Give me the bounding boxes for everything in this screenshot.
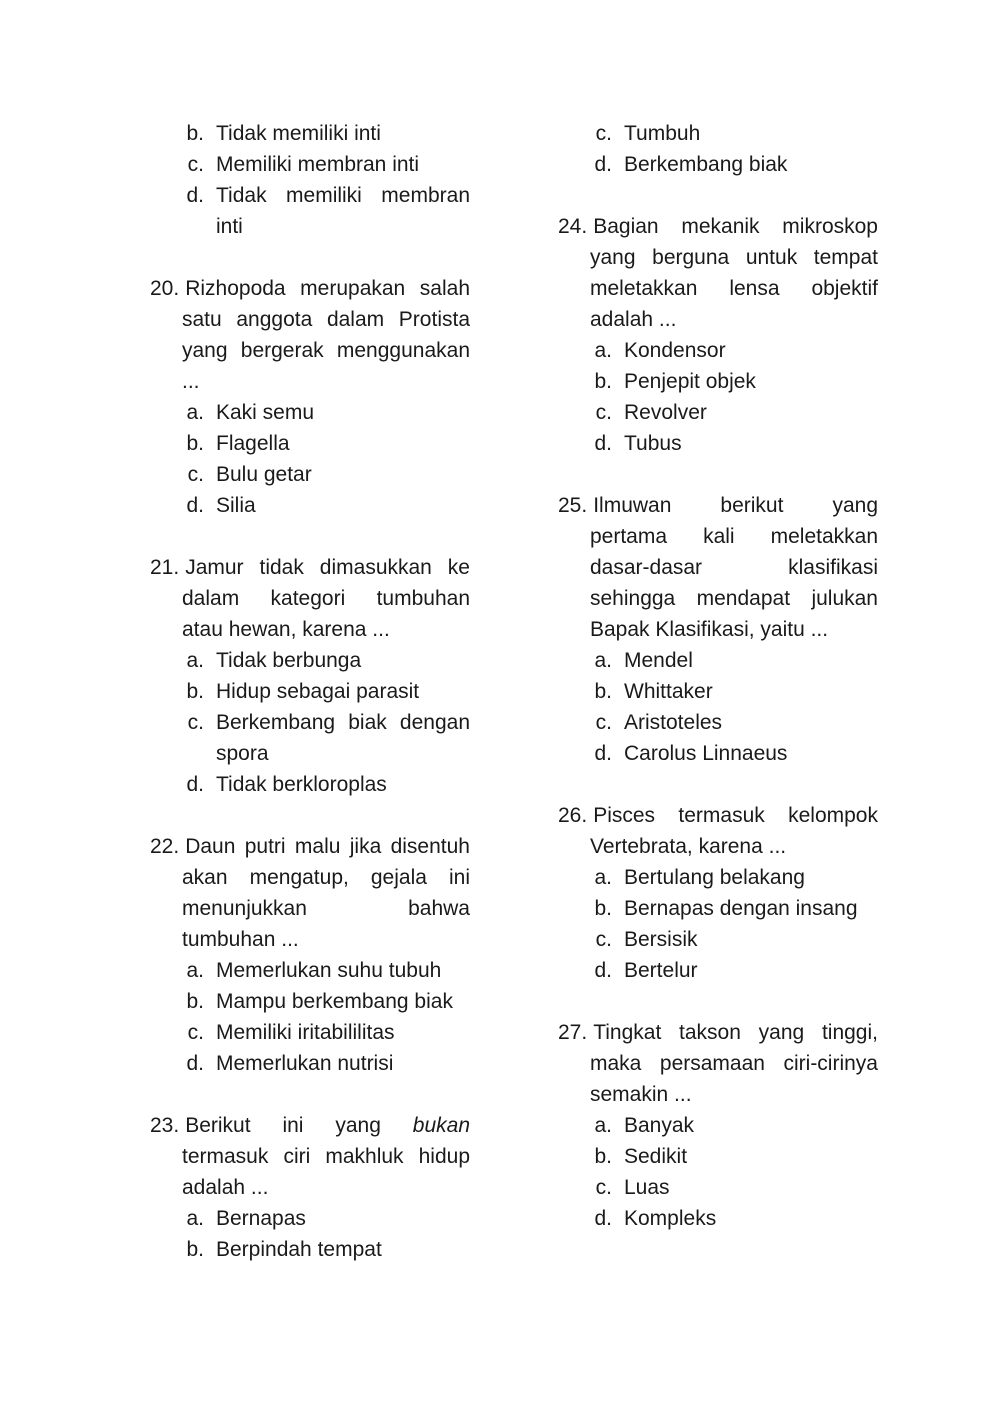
question-number: 22. — [150, 835, 180, 858]
question-22 — [150, 831, 470, 1079]
option-a[interactable]: a. Kaki semu — [186, 401, 315, 424]
option-d[interactable]: d. Memerlukan nutrisi — [186, 1052, 394, 1075]
option-d[interactable]: d. Berkembang biak — [594, 153, 788, 176]
option-c[interactable]: c. Tumbuh — [595, 122, 701, 145]
emphasis-text: bukan — [412, 1114, 470, 1137]
option-b[interactable]: b. Penjepit objek — [594, 370, 756, 393]
option-c[interactable]: c. Bersisik — [595, 928, 698, 951]
option-a[interactable]: a. Bertulang belakang — [594, 866, 805, 889]
option-c[interactable]: c. Memiliki membran inti — [187, 153, 420, 176]
question-line: ... — [182, 370, 200, 393]
option-d[interactable]: d. Kompleks — [594, 1207, 717, 1230]
question-22-stem: 22. Daun putri malu jika disentuh — [150, 831, 470, 862]
option-b[interactable]: b. Whittaker — [594, 680, 713, 703]
question-line: dasar-dasar klasifikasi — [590, 556, 878, 579]
option-a[interactable]: a. Tidak berbunga — [186, 649, 362, 672]
option-d[interactable]: d. Carolus Linnaeus — [594, 742, 788, 765]
option-d[interactable]: d. Silia — [186, 494, 256, 517]
question-24-stem: 24. Bagian mekanik mikroskop — [558, 211, 878, 242]
option-c[interactable]: c. Aristoteles — [595, 711, 723, 734]
question-number: 20. — [150, 277, 180, 300]
question-line: Vertebrata, karena ... — [590, 835, 787, 858]
question-line: menunjukkan bahwa — [182, 897, 470, 920]
option-c[interactable]: c. Memiliki iritabililitas — [187, 1021, 395, 1044]
option-d[interactable]: d. Bertelur — [594, 959, 698, 982]
question-number: 25. — [558, 494, 588, 517]
option-c[interactable]: c. Bulu getar — [187, 463, 312, 486]
question-line: sehingga mendapat julukan — [590, 587, 878, 610]
question-25 — [558, 490, 878, 769]
question-21-stem: 21. Jamur tidak dimasukkan ke — [150, 552, 470, 583]
option-a[interactable]: a. Kondensor — [594, 339, 726, 362]
option-b[interactable]: b. Flagella — [186, 432, 290, 455]
question-line: adalah ... — [590, 308, 677, 331]
option-a[interactable]: a. Memerlukan suhu tubuh — [186, 959, 442, 982]
question-line: satu anggota dalam Protista — [182, 308, 470, 331]
question-line: yang berguna untuk tempat — [590, 246, 878, 269]
question-number: 26. — [558, 804, 588, 827]
option-a[interactable]: a. Banyak — [594, 1114, 695, 1137]
option-c-continuation: spora — [216, 742, 269, 765]
question-line: Bapak Klasifikasi, yaitu ... — [590, 618, 829, 641]
question-24 — [558, 211, 878, 459]
question-26-stem: 26. Pisces termasuk kelompok — [558, 800, 878, 831]
option-b[interactable]: b. Hidup sebagai parasit — [186, 680, 420, 703]
option-b[interactable]: b. Tidak memiliki inti — [186, 122, 381, 145]
question-line: akan mengatup, gejala ini — [182, 866, 470, 889]
question-line: adalah ... — [182, 1176, 269, 1199]
question-line: termasuk ciri makhluk hidup — [182, 1145, 470, 1168]
question-27-stem: 27. Tingkat takson yang tinggi, — [558, 1017, 878, 1048]
option-c[interactable]: c. Luas — [595, 1176, 670, 1199]
option-b[interactable]: b. Berpindah tempat — [186, 1238, 382, 1261]
option-d[interactable]: d. Tidak berkloroplas — [186, 773, 387, 796]
right-column — [558, 118, 878, 1234]
question-20 — [150, 273, 470, 521]
question-number: 27. — [558, 1021, 588, 1044]
question-25-stem: 25. Ilmuwan berikut yang — [558, 490, 878, 521]
option-a[interactable]: a. Bernapas — [186, 1207, 306, 1230]
question-number: 23. — [150, 1114, 180, 1137]
question-line: meletakkan lensa objektif — [590, 277, 878, 300]
option-d[interactable]: d. Tubus — [594, 432, 682, 455]
question-number: 24. — [558, 215, 588, 238]
question-27 — [558, 1017, 878, 1234]
question-20-stem: 20. Rizhopoda merupakan salah — [150, 273, 470, 304]
option-c[interactable]: c. Berkembang biak dengan — [187, 711, 470, 734]
left-column — [150, 118, 470, 1265]
question-21 — [150, 552, 470, 800]
option-b[interactable]: b. Mampu berkembang biak — [186, 990, 453, 1013]
question-line: pertama kali meletakkan — [590, 525, 878, 548]
question-line: semakin ... — [590, 1083, 692, 1106]
option-a[interactable]: a. Mendel — [594, 649, 693, 672]
question-number: 21. — [150, 556, 180, 579]
question-line: dalam kategori tumbuhan — [182, 587, 470, 610]
question-line: tumbuhan ... — [182, 928, 299, 951]
option-c[interactable]: c. Revolver — [595, 401, 707, 424]
question-23-stem: 23. Berikut ini yang bukan — [150, 1110, 470, 1141]
question-line: yang bergerak menggunakan — [182, 339, 470, 362]
option-d[interactable]: d. Tidak memiliki membran — [186, 184, 470, 207]
question-line: maka persamaan ciri-cirinya — [590, 1052, 878, 1075]
question-26 — [558, 800, 878, 986]
question-23 — [150, 1110, 470, 1265]
option-d-continuation: inti — [216, 215, 243, 238]
question-line: atau hewan, karena ... — [182, 618, 390, 641]
option-b[interactable]: b. Sedikit — [594, 1145, 688, 1168]
option-b[interactable]: b. Bernapas dengan insang — [594, 897, 858, 920]
